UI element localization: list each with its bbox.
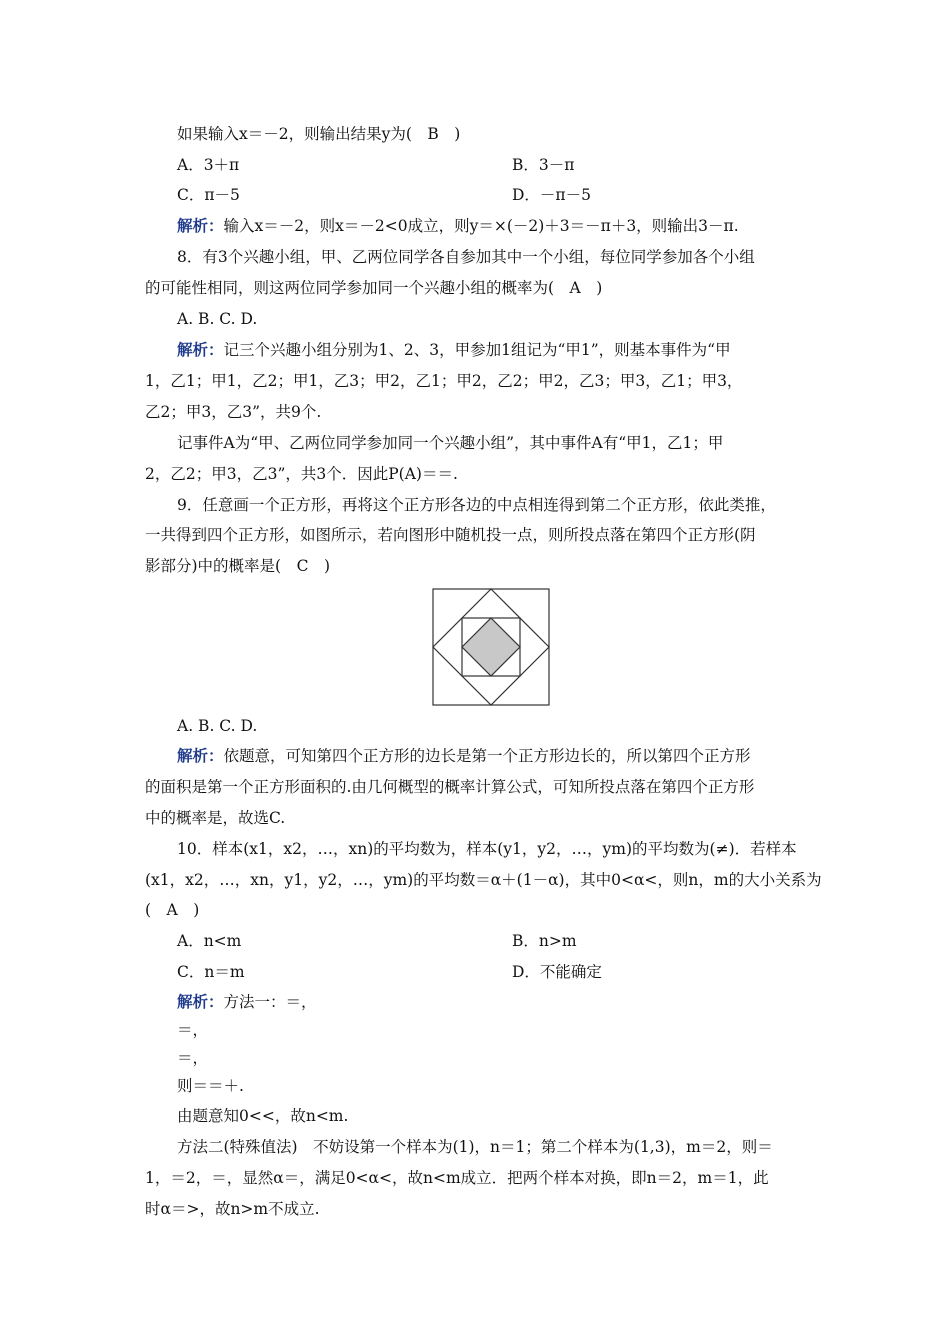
q7-option-c: C．π－5 <box>177 186 240 204</box>
q10-option-b: B．n>m <box>512 932 577 950</box>
q10-option-c: C．n＝m <box>177 963 245 981</box>
nested-squares-figure <box>432 588 552 708</box>
q10-method2-line1: 方法二(特殊值法) 不妨设第一个样本为(1)，n＝1；第二个样本为(1,3)，m＝2，则＝ <box>177 1138 773 1156</box>
q9-stem-line1: 9．任意画一个正方形，再将这个正方形各边的中点相连得到第二个正方形，依此类推， <box>177 496 776 514</box>
solution-label: 解析： <box>177 216 224 235</box>
q9-stem-line3: 影部分)中的概率是( C ) <box>145 557 331 575</box>
q10-method2-line2: 1，＝2，＝，显然α＝，满足0<α<，故n<m成立．把两个样本对换，即n＝2，m＝1，此 <box>145 1169 769 1187</box>
q10-stem-line3: ( A ) <box>145 901 200 919</box>
solution-label: 解析： <box>177 746 224 765</box>
q8-solution-line1 <box>177 340 731 360</box>
solution-label: 解析： <box>177 340 224 359</box>
q8-solution-text: 记三个兴趣小组分别为1、2、3，甲参加1组记为“甲1”，则基本事件为“甲 <box>223 341 731 359</box>
q10-method1-line4: 则＝＝＋. <box>177 1077 244 1095</box>
q9-solution-line3: 中的概率是，故选C. <box>145 809 286 827</box>
q8-solution-line3: 乙2；甲3，乙3”，共9个. <box>145 403 322 421</box>
q8-options: A. B. C. D. <box>177 310 258 328</box>
q8-stem-line2: 的可能性相同，则这两位同学参加同一个兴趣小组的概率为( A ) <box>145 279 603 297</box>
q10-stem-line1: 10．样本(x1，x2，…，xn)的平均数为，样本(y1，y2，…，ym)的平均数为(≠)．若样本 <box>177 840 797 858</box>
solution-label: 解析： <box>177 992 224 1011</box>
q8-solution-line5: 2，乙2；甲3，乙3”，共3个．因此P(A)＝＝. <box>145 465 458 483</box>
q9-solution-text: 依题意，可知第四个正方形的边长是第一个正方形边长的，所以第四个正方形 <box>223 747 751 765</box>
q10-option-d: D．不能确定 <box>512 963 602 981</box>
q7-option-b: B．3－π <box>512 156 575 174</box>
q10-method1-line1 <box>177 992 317 1012</box>
q9-options: A. B. C. D. <box>177 717 258 735</box>
q10-method2-line3: 时α＝>，故n>m不成立. <box>145 1200 320 1218</box>
q10-option-a: A．n<m <box>177 932 242 950</box>
q9-solution-line1 <box>177 746 751 766</box>
q7-option-a: A．3＋π <box>177 156 240 174</box>
q8-solution-line4: 记事件A为“甲、乙两位同学参加同一个兴趣小组”，其中事件A有“甲1，乙1；甲 <box>177 434 724 452</box>
q10-method1-line2: ＝， <box>177 1021 209 1039</box>
q8-stem-line1: 8．有3个兴趣小组，甲、乙两位同学各自参加其中一个小组，每位同学参加各个小组 <box>177 248 755 266</box>
q8-solution-line2: 1，乙1；甲1，乙2；甲1，乙3；甲2，乙1；甲2，乙2；甲2，乙3；甲3，乙1；甲3， <box>145 372 743 390</box>
q9-solution-line2: 的面积是第一个正方形面积的.由几何概型的概率计算公式，可知所投点落在第四个正方形 <box>145 778 755 796</box>
q10-stem-line2: (x1，x2，…，xn，y1，y2，…，ym)的平均数＝α＋(1－α)，其中0<α<，则n，m的大小关系为 <box>145 871 822 889</box>
q10-method1-line3: ＝， <box>177 1049 209 1067</box>
q7-stem: 如果输入x＝－2，则输出结果y为( B ) <box>177 125 461 143</box>
q10-method1-text: 方法一：＝， <box>223 993 317 1011</box>
q7-solution-text: 输入x＝－2，则x＝－2<0成立，则y＝×(－2)＋3＝－π＋3，则输出3－π. <box>223 217 739 235</box>
q7-option-d: D．－π－5 <box>512 186 591 204</box>
q10-method1-line5: 由题意知0<<，故n<m. <box>177 1107 349 1125</box>
q9-stem-line2: 一共得到四个正方形，如图所示，若向图形中随机投一点，则所投点落在第四个正方形(阴 <box>145 526 756 544</box>
q7-solution <box>177 216 739 236</box>
